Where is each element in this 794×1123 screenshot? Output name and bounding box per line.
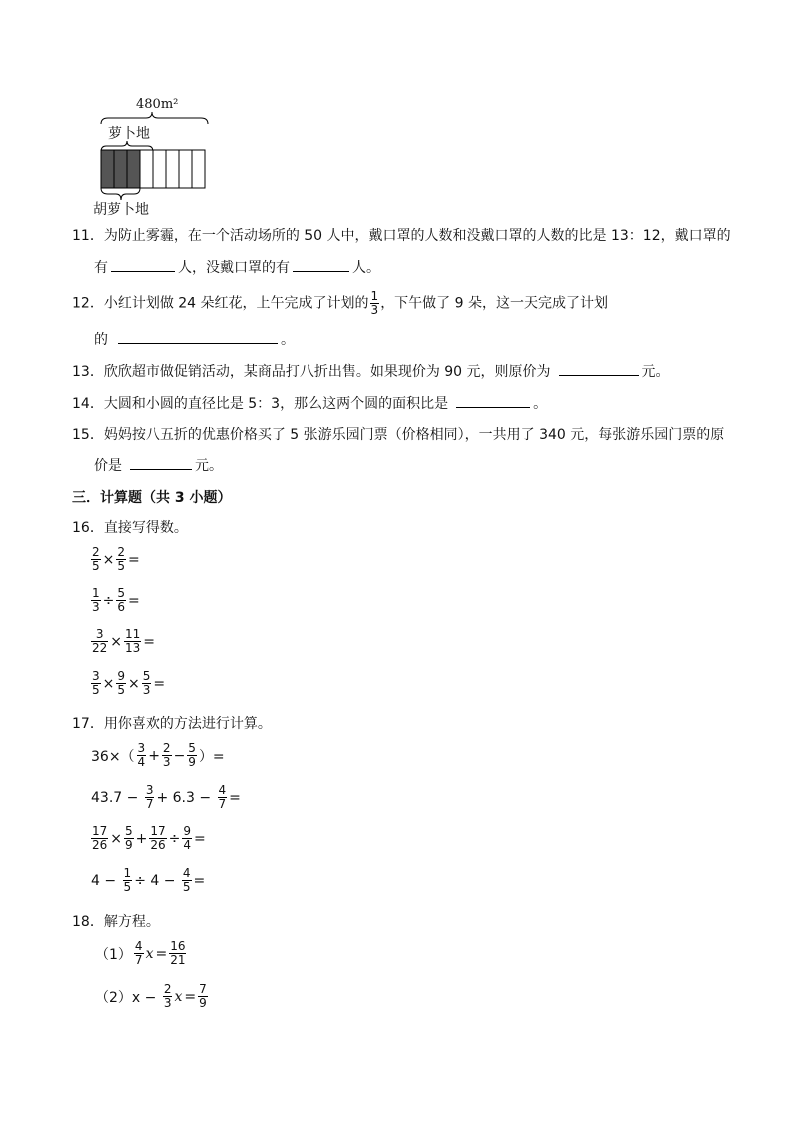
fraction	[124, 628, 141, 655]
q16-expr-3	[90, 628, 156, 655]
operator: ÷	[168, 830, 181, 847]
numerator: 16	[170, 939, 186, 953]
operator: =	[153, 675, 166, 692]
q13-text-a: 欣欣超市做促销活动，某商品打八折出售。如果现价为 90 元，则原价为	[103, 364, 551, 380]
fraction	[123, 867, 133, 894]
operator: +	[148, 747, 160, 764]
numerator: 2	[117, 545, 126, 559]
q18-title-text: 解方程。	[103, 914, 160, 930]
q18-title	[72, 912, 160, 932]
numerator: 3	[145, 783, 154, 797]
operator: =	[143, 633, 156, 650]
denominator: 3	[162, 755, 171, 769]
denominator: 4	[137, 755, 146, 769]
operator: x	[174, 988, 183, 1005]
q18-equation-2	[94, 983, 209, 1010]
q14-line	[72, 393, 547, 414]
operator: =	[193, 872, 206, 889]
q18-equation-1	[94, 940, 187, 967]
q17-number: 17．	[72, 716, 104, 732]
fraction	[116, 546, 126, 573]
denominator: 13	[125, 641, 141, 655]
fraction	[218, 784, 228, 811]
operator: ×	[102, 675, 115, 692]
numerator: 7	[199, 982, 207, 996]
operator: ×	[110, 830, 123, 847]
fraction	[162, 742, 172, 769]
numerator: 5	[125, 824, 133, 838]
numerator: 5	[142, 669, 151, 683]
operator: ×	[102, 551, 115, 568]
q11-blank-1[interactable]	[111, 257, 175, 272]
numerator: 2	[162, 741, 171, 755]
denominator: 3	[142, 683, 151, 697]
operator: =	[194, 830, 206, 847]
q11-text-c: 人。	[352, 260, 380, 276]
fraction	[116, 670, 126, 697]
fraction	[124, 825, 134, 852]
numerator: 3	[92, 669, 100, 683]
q17-title-text: 用你喜欢的方法进行计算。	[103, 716, 272, 732]
fraction	[182, 867, 192, 894]
q11-text-a: 有	[94, 260, 108, 276]
fraction	[134, 940, 144, 967]
q14-number: 14．	[72, 396, 104, 412]
denominator: 22	[92, 641, 108, 655]
fraction	[182, 825, 192, 852]
q13-line	[72, 361, 670, 382]
denominator: 21	[170, 953, 186, 967]
numerator: 3	[137, 741, 146, 755]
q11-line2	[94, 257, 380, 278]
q16-title	[72, 518, 188, 538]
q12-line1	[72, 290, 608, 317]
denominator: 9	[188, 755, 196, 769]
operator: +	[135, 830, 148, 847]
denominator: 5	[92, 683, 100, 697]
fraction	[91, 628, 108, 655]
q11-text-b: 人，没戴口罩的有	[178, 260, 290, 276]
numerator: 1	[92, 586, 100, 600]
numerator: 3	[95, 627, 104, 641]
q16-expr-4	[90, 670, 166, 697]
operator: （2）x −	[95, 989, 161, 1006]
q12-text-b: ，下午做了 9 朵，这一天完成了计划	[380, 295, 608, 312]
fraction	[163, 983, 173, 1010]
q17-title	[72, 714, 272, 734]
q12-blank[interactable]	[118, 329, 278, 344]
q15-text: 妈妈按八五折的优惠价格买了 5 张游乐园门票（价格相同），一共用了 340 元，每张游乐园门票的原	[103, 427, 725, 443]
q17-expr-1	[90, 742, 226, 769]
numerator: 11	[125, 627, 141, 641]
denominator: 9	[125, 838, 133, 852]
q12-number: 12．	[72, 295, 104, 312]
numerator: 4	[182, 866, 191, 880]
q12-fraction	[370, 290, 380, 317]
denominator: 9	[199, 996, 207, 1010]
operator: =	[128, 551, 140, 568]
numerator: 2	[163, 982, 172, 996]
operator: 36×（	[91, 748, 135, 765]
operator: ×	[110, 633, 123, 650]
q12-frac-num: 1	[370, 289, 379, 303]
q11-blank-2[interactable]	[293, 257, 349, 272]
q12-line2	[94, 329, 295, 350]
fraction	[198, 983, 208, 1010]
numerator: 17	[150, 824, 166, 838]
denominator: 26	[150, 838, 166, 852]
q12-text-a: 小红计划做 24 朵红花，上午完成了计划的	[103, 295, 369, 312]
operator: =	[184, 988, 197, 1005]
fraction	[91, 670, 101, 697]
q13-blank[interactable]	[559, 361, 639, 376]
operator: ）=	[198, 748, 225, 765]
denominator: 5	[117, 559, 126, 573]
denominator: 5	[92, 559, 100, 573]
fraction	[142, 670, 152, 697]
denominator: 3	[163, 996, 172, 1010]
q15-line2	[94, 455, 223, 476]
operator: 4 −	[91, 872, 121, 889]
q13-number: 13．	[72, 364, 104, 380]
section-3-heading: 三．计算题（共 3 小题）	[72, 490, 232, 506]
fraction	[145, 784, 155, 811]
numerator: 2	[92, 545, 100, 559]
fraction	[169, 940, 186, 967]
operator: =	[128, 592, 140, 609]
numerator: 5	[117, 586, 126, 600]
operator: 43.7 −	[91, 789, 143, 806]
numerator: 9	[183, 824, 192, 838]
operator: =	[229, 789, 241, 806]
q15-number: 15．	[72, 427, 104, 443]
denominator: 5	[123, 880, 132, 894]
denominator: 7	[145, 797, 154, 811]
q14-blank[interactable]	[456, 393, 530, 408]
operator: ÷	[102, 592, 115, 609]
q16-expr-1	[90, 546, 141, 573]
diagram-top-label: 萝卜地	[108, 126, 150, 142]
numerator: 1	[123, 866, 132, 880]
q17-expr-4	[90, 867, 206, 894]
denominator: 6	[117, 600, 126, 614]
denominator: 26	[92, 838, 108, 852]
denominator: 5	[117, 683, 126, 697]
numerator: 4	[134, 939, 143, 953]
diagram-total-label: 480m²	[136, 97, 179, 112]
q16-expr-2	[90, 587, 141, 614]
fraction	[91, 546, 101, 573]
fraction	[149, 825, 166, 852]
numerator: 4	[218, 783, 227, 797]
denominator: 7	[134, 953, 143, 967]
denominator: 5	[182, 880, 191, 894]
operator: −	[173, 747, 186, 764]
q15-line1	[72, 425, 724, 445]
q17-expr-2	[90, 784, 242, 811]
q16-number: 16．	[72, 520, 104, 536]
denominator: 7	[218, 797, 227, 811]
fraction	[91, 825, 108, 852]
fraction	[187, 742, 197, 769]
fraction	[91, 587, 101, 614]
q14-text-a: 大圆和小圆的直径比是 5：3，那么这两个圆的面积比是	[103, 396, 449, 412]
q12-frac-den: 3	[370, 303, 379, 317]
q11-text: 为防止雾霾，在一个活动场所的 50 人中，戴口罩的人数和没戴口罩的人数的比是 13：12，戴口罩的	[103, 228, 731, 244]
numerator: 9	[117, 669, 126, 683]
numerator: 17	[92, 824, 108, 838]
q12-text-d: 。	[281, 332, 295, 348]
numerator: 5	[188, 741, 196, 755]
q18-number: 18．	[72, 914, 104, 930]
q15-text-a: 价是	[94, 458, 122, 474]
fraction	[137, 742, 147, 769]
q15-text-b: 元。	[195, 458, 223, 474]
q16-title-text: 直接写得数。	[103, 520, 188, 536]
q17-expr-3	[90, 825, 207, 852]
denominator: 3	[92, 600, 100, 614]
fraction	[116, 587, 126, 614]
operator: （1）	[95, 946, 132, 963]
q11-number: 11．	[72, 228, 104, 244]
diagram-bottom-label: 胡萝卜地	[93, 202, 149, 218]
operator: ×	[128, 675, 140, 692]
q11-line1	[72, 226, 731, 246]
denominator: 4	[183, 838, 192, 852]
q13-text-b: 元。	[641, 364, 670, 380]
operator: =	[155, 945, 168, 962]
q14-text-b: 。	[533, 396, 548, 412]
operator: + 6.3 −	[156, 789, 216, 806]
q15-blank[interactable]	[130, 455, 192, 470]
operator: x	[145, 945, 154, 962]
q12-text-c: 的	[94, 332, 108, 348]
operator: ÷ 4 −	[134, 872, 180, 889]
